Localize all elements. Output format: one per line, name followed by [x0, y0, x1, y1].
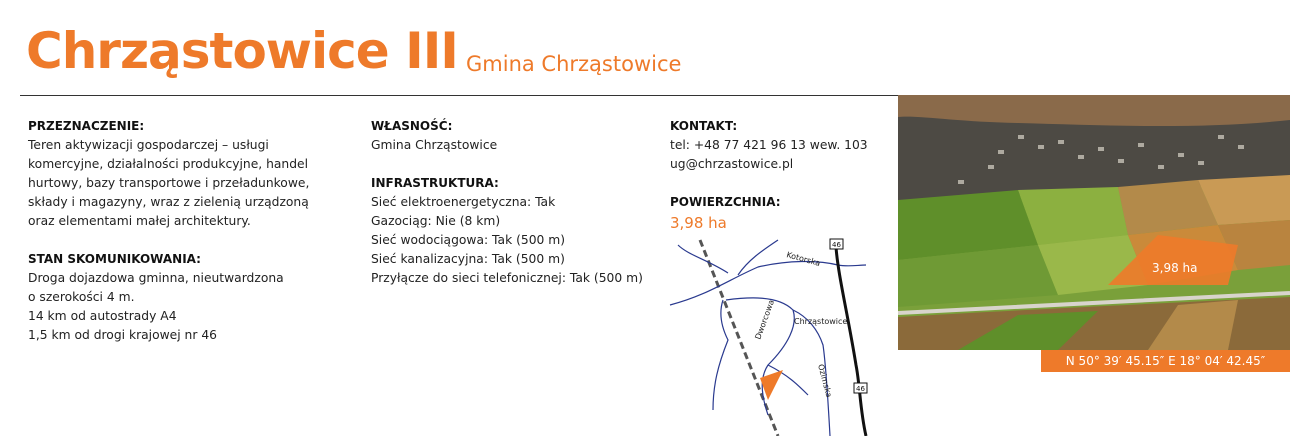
przeznaczenie-line: oraz elementami małej architektury. [28, 214, 251, 228]
photo-area-label: 3,98 ha [1152, 261, 1198, 275]
divider [20, 95, 898, 96]
label-kotorska: Kotorska [785, 250, 822, 268]
wlasnosc-value: Gmina Chrząstowice [371, 138, 498, 152]
przeznaczenie-line: Teren aktywizacji gospodarczej – usługi [28, 138, 269, 152]
stan-line: o szerokości 4 m. [28, 290, 135, 304]
label-ozimska: Ozimska [816, 363, 834, 399]
column-przeznaczenie [28, 117, 348, 345]
przeznaczenie-line: hurtowy, bazy transportowe i przeładunkowe, [28, 176, 310, 190]
infrastruktura-line: Sieć elektroenergetyczna: Tak [371, 195, 556, 209]
railway-line [700, 240, 778, 436]
page-subtitle: Gmina Chrząstowice [466, 52, 682, 76]
stan-line: Droga dojazdowa gminna, nieutwardzona [28, 271, 284, 285]
stan-line: 14 km od autostrady A4 [28, 309, 177, 323]
kontakt-phone: tel: +48 77 421 96 13 wew. 103 [670, 138, 868, 152]
infrastruktura-line: Przyłącze do sieci telefonicznej: Tak (500 m) [371, 271, 643, 285]
label-dworcowa: Dworcowa [753, 298, 777, 341]
przeznaczenie-heading: PRZEZNACZENIE: [28, 119, 145, 133]
column-wlasnosc [371, 117, 661, 288]
kontakt-heading: KONTAKT: [670, 119, 738, 133]
kontakt-email[interactable]: ug@chrzastowice.pl [670, 157, 794, 171]
coordinates-badge: N 50° 39′ 45.15″ E 18° 04′ 42.45″ [1041, 350, 1290, 372]
road-dworcowa [726, 298, 794, 415]
road-north [738, 240, 778, 275]
page-title: Chrząstowice III [26, 22, 458, 80]
stan-line: 1,5 km od drogi krajowej nr 46 [28, 328, 217, 342]
stan-heading: STAN SKOMUNIKOWANIA: [28, 252, 201, 266]
infrastruktura-line: Gazociąg: Nie (8 km) [371, 214, 501, 228]
infrastruktura-heading: INFRASTRUKTURA: [371, 176, 499, 190]
infrastruktura-line: Sieć kanalizacyjna: Tak (500 m) [371, 252, 565, 266]
road-number-46: 46 [832, 241, 841, 249]
road-left [713, 300, 728, 410]
road-number-46-south: 46 [856, 385, 865, 393]
location-map [668, 235, 888, 436]
przeznaczenie-line: składy i magazyny, wraz z zielenią urządzoną [28, 195, 309, 209]
column-kontakt [670, 117, 890, 234]
powierzchnia-heading: POWIERZCHNIA: [670, 195, 781, 209]
infrastruktura-line: Sieć wodociągowa: Tak (500 m) [371, 233, 566, 247]
road-kotorska [670, 261, 866, 305]
powierzchnia-value: 3,98 ha [670, 214, 727, 232]
wlasnosc-heading: WŁASNOŚĆ: [371, 119, 453, 133]
national-road-46 [836, 247, 866, 436]
label-chrzastowice: Chrząstowice [794, 317, 848, 326]
aerial-photo [898, 95, 1290, 350]
przeznaczenie-line: komercyjne, działalności produkcyjne, handel [28, 157, 309, 171]
road-west [678, 245, 728, 273]
